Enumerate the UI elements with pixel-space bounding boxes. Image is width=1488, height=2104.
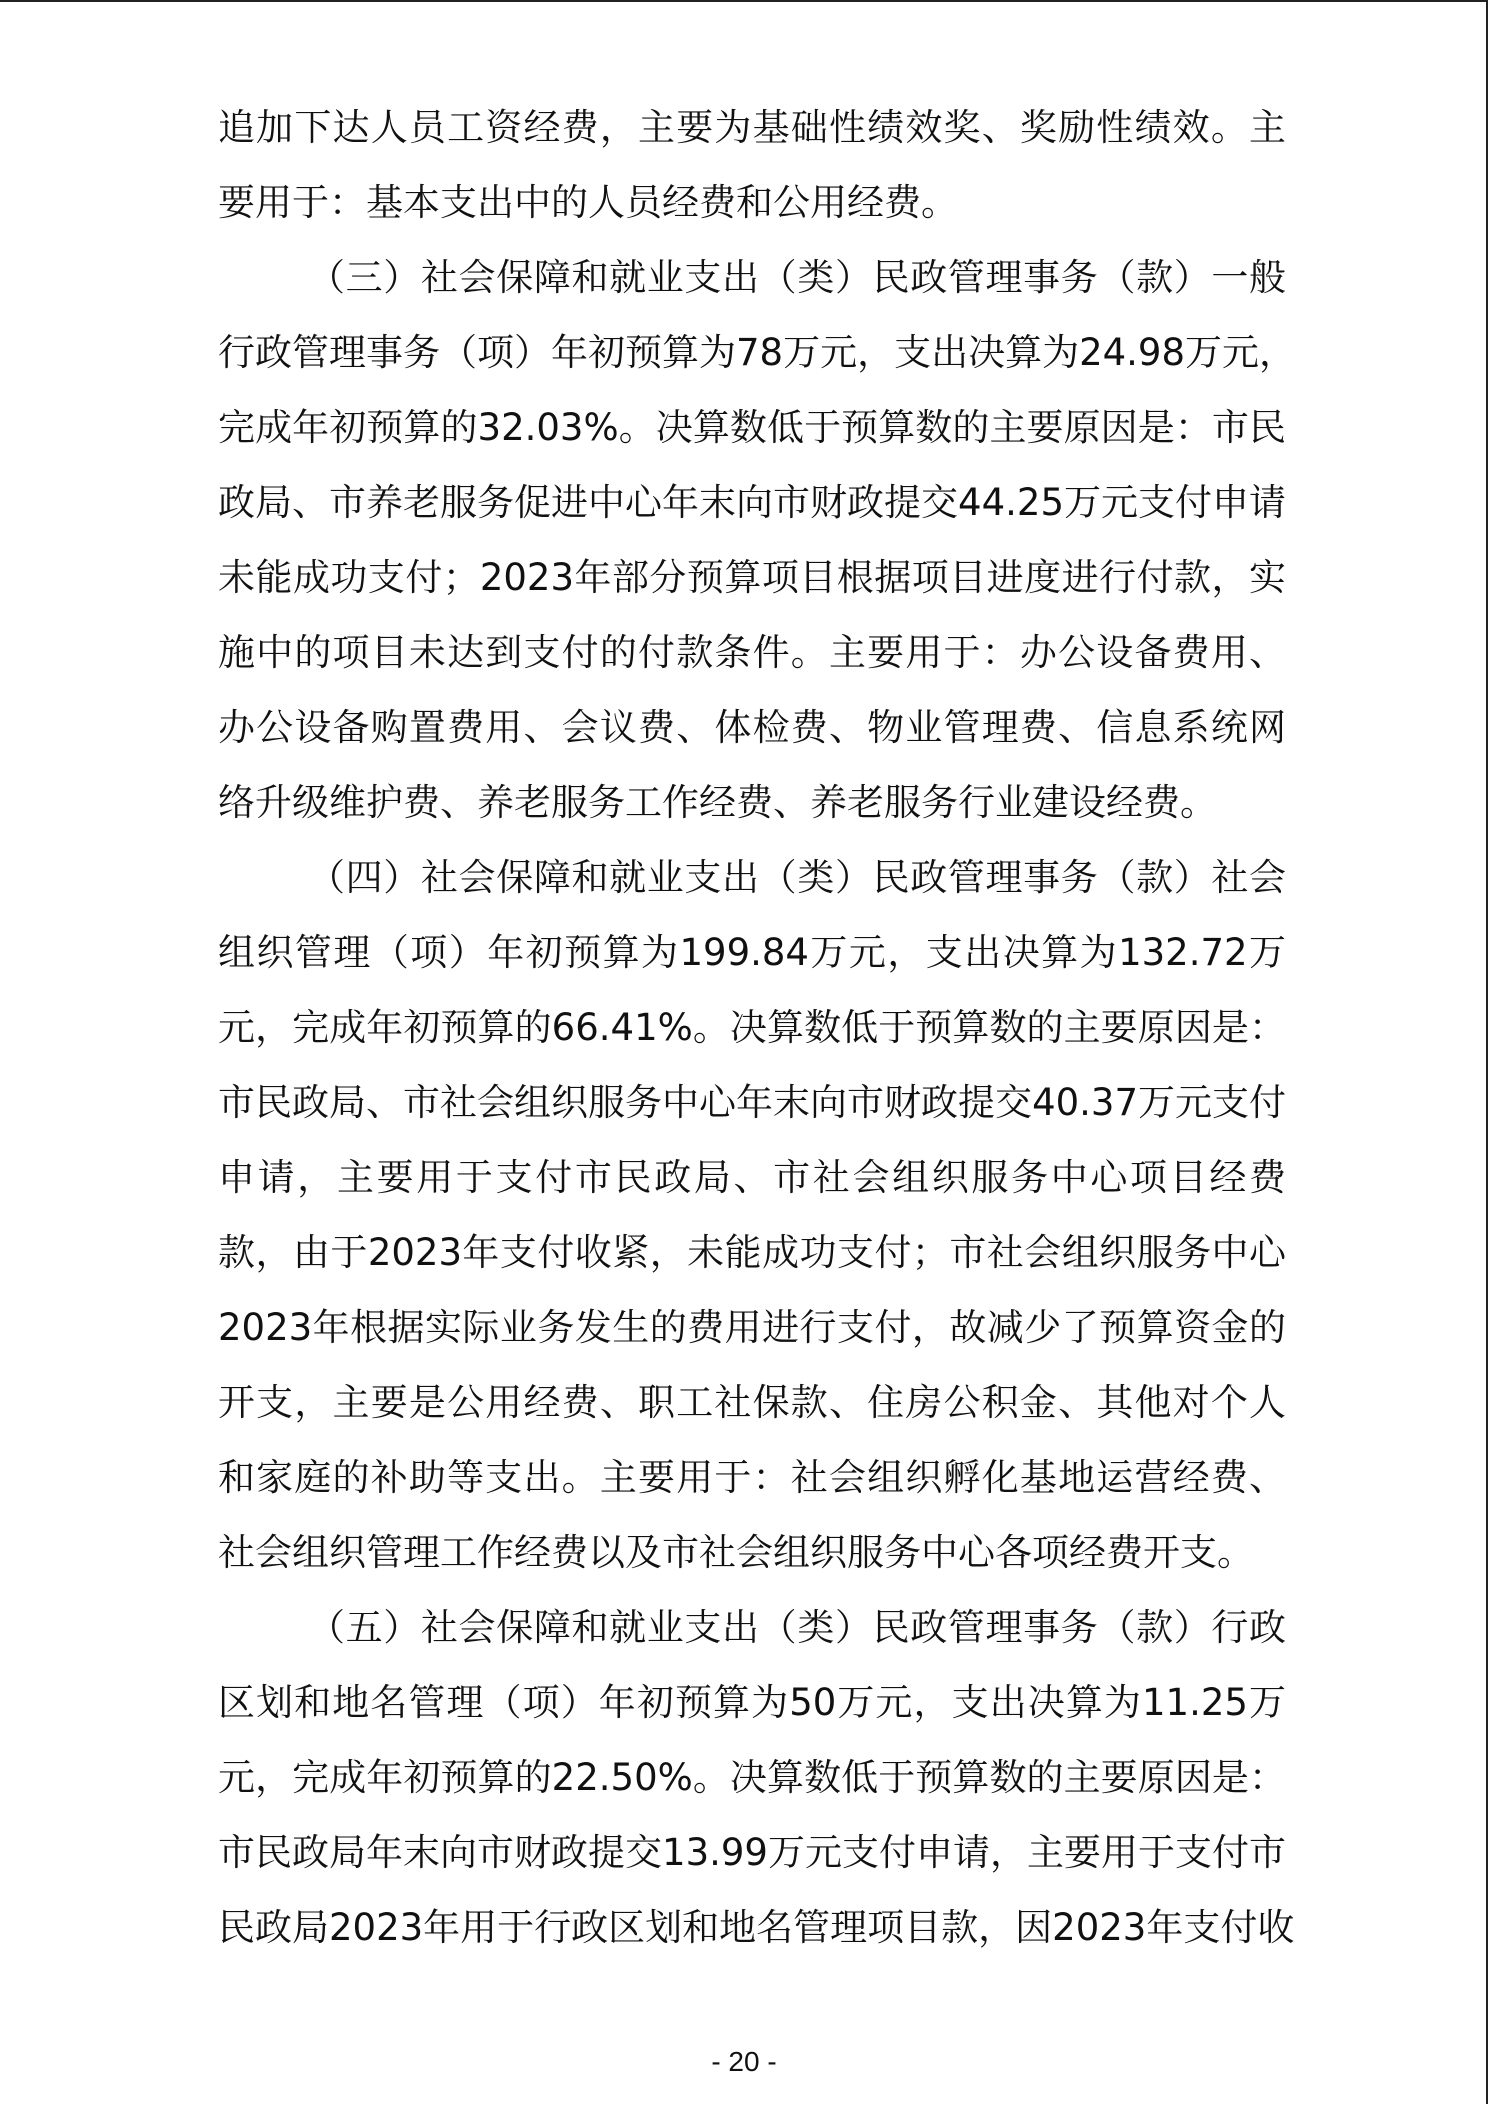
text-line: 款，由于2023年支付收紧，未能成功支付；市社会组织服务中心 <box>218 1231 1286 1274</box>
text-line: 完成年初预算的32.03%。决算数低于预算数的主要原因是：市民 <box>218 406 1286 449</box>
paragraph-heading-4: （四）社会保障和就业支出（类）民政管理事务（款）社会 <box>308 856 1286 899</box>
text-line: 元，完成年初预算的22.50%。决算数低于预算数的主要原因是： <box>218 1756 1286 1799</box>
text-line: 市民政局年末向市财政提交13.99万元支付申请，主要用于支付市 <box>218 1831 1286 1874</box>
text-line: 申请，主要用于支付市民政局、市社会组织服务中心项目经费 <box>218 1156 1286 1199</box>
text-line: 政局、市养老服务促进中心年末向市财政提交44.25万元支付申请 <box>218 481 1286 524</box>
text-line: 社会组织管理工作经费以及市社会组织服务中心各项经费开支。 <box>218 1531 1254 1574</box>
text-line: 开支，主要是公用经费、职工社保款、住房公积金、其他对个人 <box>218 1381 1286 1424</box>
text-line: 未能成功支付；2023年部分预算项目根据项目进度进行付款，实 <box>218 556 1286 599</box>
paragraph-heading-3: （三）社会保障和就业支出（类）民政管理事务（款）一般 <box>308 256 1286 299</box>
text-line: 施中的项目未达到支付的付款条件。主要用于：办公设备费用、 <box>218 631 1286 674</box>
text-line: 民政局2023年用于行政区划和地名管理项目款，因2023年支付收 <box>218 1906 1295 1949</box>
text-line: 元，完成年初预算的66.41%。决算数低于预算数的主要原因是： <box>218 1006 1286 1049</box>
text-line: 追加下达人员工资经费，主要为基础性绩效奖、奖励性绩效。主 <box>218 106 1286 149</box>
text-line: 和家庭的补助等支出。主要用于：社会组织孵化基地运营经费、 <box>218 1456 1286 1499</box>
text-line: 组织管理（项）年初预算为199.84万元，支出决算为132.72万 <box>218 931 1286 974</box>
text-line: 络升级维护费、养老服务工作经费、养老服务行业建设经费。 <box>218 781 1217 824</box>
page-number: - 20 - <box>711 2046 777 2077</box>
text-line: 2023年根据实际业务发生的费用进行支付，故减少了预算资金的 <box>218 1306 1286 1349</box>
paragraph-heading-5: （五）社会保障和就业支出（类）民政管理事务（款）行政 <box>308 1606 1286 1649</box>
text-line: 市民政局、市社会组织服务中心年末向市财政提交40.37万元支付 <box>218 1081 1286 1124</box>
text-line: 办公设备购置费用、会议费、体检费、物业管理费、信息系统网 <box>218 706 1286 749</box>
text-line: 要用于：基本支出中的人员经费和公用经费。 <box>218 181 958 224</box>
text-line: 区划和地名管理（项）年初预算为50万元，支出决算为11.25万 <box>218 1681 1286 1724</box>
text-line: 行政管理事务（项）年初预算为78万元，支出决算为24.98万元， <box>218 331 1297 374</box>
